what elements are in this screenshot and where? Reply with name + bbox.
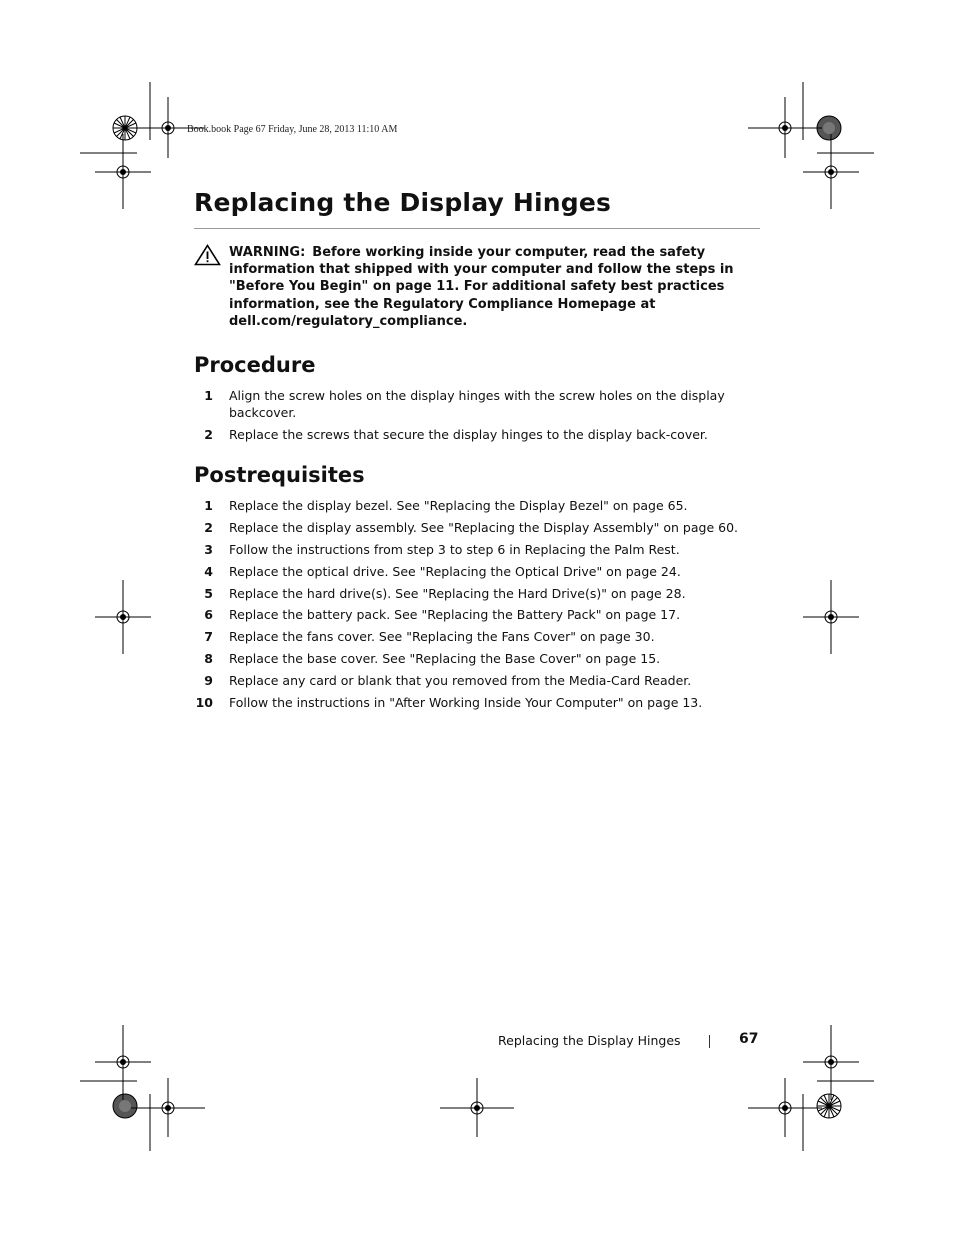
step-number: 3 (204, 541, 213, 557)
footer-chapter-title: Replacing the Display Hinges (498, 1033, 681, 1048)
list-item (194, 585, 760, 607)
step-text: Replace the base cover. See "Replacing the Base Cover" on page 15. (229, 651, 661, 667)
step-text: Replace the screws that secure the display hinges to the display back-cover. (229, 427, 708, 442)
footer-divider (709, 1035, 710, 1048)
list-item (194, 563, 760, 585)
step-text: Replace the fans cover. See "Replacing the Fans Cover" on page 30. (229, 629, 655, 645)
procedure-heading: Procedure (194, 353, 316, 377)
step-number: 2 (204, 427, 213, 442)
step-text: Follow the instructions in "After Working Inside Your Computer" on page 13. (229, 695, 703, 711)
list-item (194, 650, 760, 672)
step-text: Replace the display bezel. See "Replacing the Display Bezel" on page 65. (229, 498, 688, 513)
list-item (194, 606, 760, 628)
page-number: 67 (739, 1031, 759, 1047)
step-text: Replace any card or blank that you removed from the Media-Card Reader. (229, 673, 692, 689)
list-item (194, 694, 760, 716)
step-number: 7 (204, 629, 213, 645)
step-text: Replace the hard drive(s). See "Replacing the Hard Drive(s)" on page 28. (229, 585, 686, 601)
step-text: Replace the optical drive. See "Replacing the Optical Drive" on page 24. (229, 563, 681, 579)
warning-triangle-icon (194, 244, 221, 266)
title-rule (194, 228, 760, 229)
list-item (194, 628, 760, 650)
procedure-steps (194, 387, 760, 448)
list-item (194, 426, 760, 443)
step-number: 2 (204, 519, 213, 535)
print-slug: Book.book Page 67 Friday, June 28, 2013 11:10 AM (187, 124, 398, 135)
step-number: 4 (204, 563, 213, 579)
step-text: Follow the instructions from step 3 to step 6 in Replacing the Palm Rest. (229, 541, 680, 557)
warning-label: WARNING: (229, 245, 306, 260)
list-item (194, 387, 760, 421)
list-item (194, 541, 760, 563)
sunburst-mark-bottom-right (817, 1094, 841, 1118)
step-number: 1 (204, 388, 213, 403)
step-number: 9 (204, 673, 213, 689)
step-number: 8 (204, 651, 213, 667)
step-number: 6 (204, 607, 213, 623)
postrequisites-steps (194, 497, 760, 716)
step-text: Align the screw holes on the display hinges with the screw holes on the display backcover. (229, 388, 725, 420)
warning-body: Before working inside your computer, read the safety information that shipped with your computer and follow the steps in "Before You Begin" on page 11. For additional safety best practices information, see the Regulatory Compliance Homepage at dell.com/regulatory_compliance. (229, 245, 734, 329)
sunburst-mark-bottom-left (113, 1094, 137, 1118)
list-item (194, 672, 760, 694)
page-title: Replacing the Display Hinges (194, 188, 612, 217)
step-text: Replace the display assembly. See "Replacing the Display Assembly" on page 60. (229, 519, 739, 535)
list-item (194, 497, 760, 519)
warning-text-block (229, 244, 759, 330)
step-text: Replace the battery pack. See "Replacing the Battery Pack" on page 17. (229, 607, 681, 623)
step-number: 5 (204, 585, 213, 601)
step-number: 1 (204, 498, 213, 513)
step-number: 10 (195, 695, 213, 711)
list-item (194, 519, 760, 541)
postrequisites-heading: Postrequisites (194, 463, 365, 487)
